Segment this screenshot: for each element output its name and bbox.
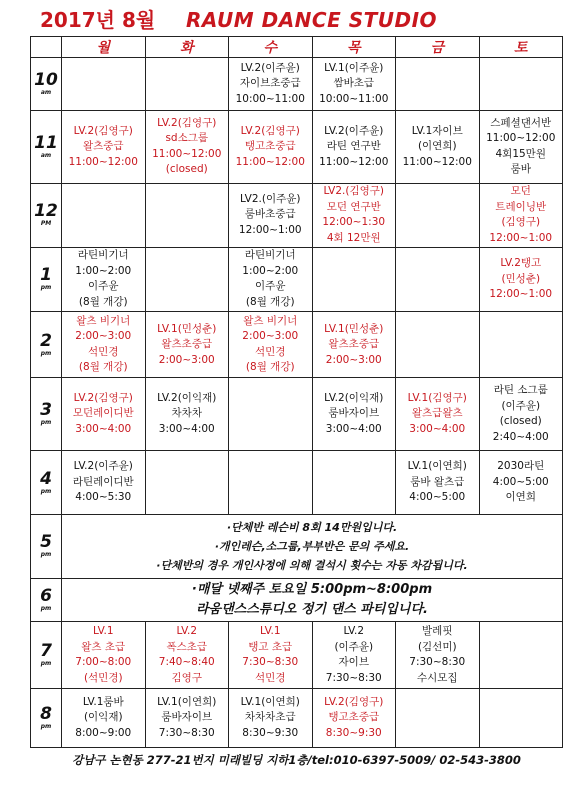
studio-address-footer: 강남구 논현동 277-21번지 미래빌딩 지하1층/tel:010-6397-5009/ 02-543-3800 <box>72 753 521 767</box>
class-line: 왈츠중급 <box>82 140 124 153</box>
class-line: 1:00~2:00 <box>75 264 132 277</box>
class-cell-fri <box>396 622 480 688</box>
class-cell-tue <box>145 312 229 378</box>
class-line: (김선미) <box>417 640 457 653</box>
time-hour: 2 <box>40 330 52 351</box>
time-row <box>31 183 563 247</box>
class-cell-fri <box>396 111 480 183</box>
time-period: pm <box>40 604 52 612</box>
class-cell-mon <box>62 312 146 378</box>
class-line: LV2.(이주윤) <box>239 192 301 205</box>
class-line: 7:40~8:40 <box>158 656 215 669</box>
class-line: sd소그룹 <box>165 132 209 145</box>
party-line: 라움댄스스튜디오 정기 댄스 파티입니다. <box>195 601 428 617</box>
class-line: 7:00~8:00 <box>75 656 132 669</box>
class-line: LV.2(김영구) <box>324 695 384 708</box>
class-line: 12:00~1:00 <box>489 288 553 301</box>
class-line: LV.2(김영구) <box>73 391 133 404</box>
class-line: LV.1(이주윤) <box>324 61 384 74</box>
class-line: 11:00~12:00 <box>235 155 305 168</box>
class-line: 탱고 초급 <box>248 640 293 653</box>
class-cell-mon <box>62 58 146 111</box>
class-line: LV.1(이연희) <box>240 695 300 708</box>
day-header-sat: 토 <box>479 37 563 58</box>
day-header-mon: 월 <box>62 37 146 58</box>
time-hour: 7 <box>40 641 52 662</box>
class-line: 11:00~12:00 <box>319 155 389 168</box>
class-line: (민성춘) <box>501 272 541 285</box>
class-line: 2:00~3:00 <box>158 353 215 366</box>
class-line: 룸바 <box>510 163 531 176</box>
class-cell-tue <box>145 688 229 747</box>
time-label-cell <box>31 58 62 111</box>
class-cell-sat <box>479 622 563 688</box>
time-label-cell <box>31 183 62 247</box>
class-line: (closed) <box>165 163 208 176</box>
class-line: 탱고초중급 <box>328 711 380 724</box>
time-row <box>31 688 563 747</box>
time-row <box>31 622 563 688</box>
class-cell-sat <box>479 378 563 450</box>
time-period: am <box>40 151 52 159</box>
class-cell-mon <box>62 378 146 450</box>
class-cell-tue <box>145 450 229 514</box>
class-line: 11:00~12:00 <box>152 147 222 160</box>
time-label-cell <box>31 111 62 183</box>
time-label-cell <box>31 312 62 378</box>
class-cell-mon <box>62 111 146 183</box>
class-cell-sat <box>479 688 563 747</box>
schedule-date: 2017년 8월 <box>40 8 156 32</box>
studio-title: RAUM DANCE STUDIO <box>186 8 438 32</box>
class-line: 석민경 <box>255 671 286 684</box>
class-line: 모던 연구반 <box>326 200 381 213</box>
notice-line: ·개인레슨,소그룹,부부반은 문의 주세요. <box>214 539 410 553</box>
class-line: LV.1(민성춘) <box>324 322 384 335</box>
class-line: 석민경 <box>88 345 119 358</box>
class-line: 왈츠 비기너 <box>76 314 131 327</box>
time-period: PM <box>40 220 52 228</box>
class-cell-thu <box>312 183 396 247</box>
class-line: 석민경 <box>255 345 286 358</box>
class-line: 3:00~4:00 <box>75 422 132 435</box>
notice-cell <box>62 515 563 578</box>
class-cell-wed <box>229 247 313 311</box>
class-line: 차차차초급 <box>244 711 296 724</box>
class-line: 8:30~9:30 <box>325 726 382 739</box>
class-line: 룸바초중급 <box>244 208 296 221</box>
class-line: 탱고초중급 <box>244 140 296 153</box>
time-label-cell <box>31 688 62 747</box>
class-line: 4:00~5:00 <box>409 491 466 504</box>
time-hour: 3 <box>40 400 52 421</box>
class-line: 4회15만원 <box>495 147 546 160</box>
class-cell-fri <box>396 312 480 378</box>
class-line: LV.1(이연희) <box>407 460 467 473</box>
day-header-thu: 목 <box>312 37 396 58</box>
class-cell-sat <box>479 183 563 247</box>
class-line: 7:30~8:30 <box>242 656 299 669</box>
time-period: pm <box>40 722 52 730</box>
class-line: 11:00~12:00 <box>68 155 138 168</box>
class-line: 7:30~8:30 <box>158 726 215 739</box>
class-cell-mon <box>62 688 146 747</box>
class-cell-tue <box>145 58 229 111</box>
class-line: (이주윤) <box>501 399 541 412</box>
class-cell-thu <box>312 247 396 311</box>
class-line: 왈츠급왈츠 <box>411 407 463 420</box>
time-hour: 10 <box>34 70 58 91</box>
class-line: LV.2(김영구) <box>157 116 217 129</box>
class-line: 12:00~1:00 <box>238 223 302 236</box>
class-line: (석민경) <box>83 671 123 684</box>
class-line: 이연희 <box>505 491 536 504</box>
party-cell <box>62 578 563 622</box>
class-line: 쌈바초급 <box>333 77 375 90</box>
class-line: (8월 개강) <box>78 295 128 308</box>
class-line: LV.2(이주윤) <box>73 460 133 473</box>
time-row <box>31 312 563 378</box>
class-line: LV.2(김영구) <box>73 124 133 137</box>
class-line: LV.2(이익재) <box>324 391 384 404</box>
class-line: 스페셜댄서반 <box>490 116 552 129</box>
time-hour: 12 <box>34 201 58 222</box>
class-cell-mon <box>62 247 146 311</box>
class-line: 8:00~9:00 <box>75 726 132 739</box>
class-line: 2030라틴 <box>497 460 545 473</box>
class-line: LV.1룸바 <box>82 695 124 708</box>
time-period: pm <box>40 487 52 495</box>
class-line: 수시모집 <box>416 671 458 684</box>
day-header-row <box>31 37 563 58</box>
class-cell-fri <box>396 247 480 311</box>
day-header-wed: 수 <box>229 37 313 58</box>
class-cell-fri <box>396 688 480 747</box>
class-line: LV.2 <box>343 625 365 638</box>
time-row <box>31 450 563 514</box>
class-line: LV.1(민성춘) <box>157 322 217 335</box>
class-line: 룸바 왈츠급 <box>410 475 465 488</box>
class-line: 자이브초중급 <box>239 77 301 90</box>
time-hour: 8 <box>40 703 52 724</box>
class-line: 라틴레이디반 <box>72 475 134 488</box>
class-line: 10:00~11:00 <box>319 92 389 105</box>
party-line: ·매달 넷째주 토요일 5:00pm~8:00pm <box>191 581 433 597</box>
class-line: 3:00~4:00 <box>409 422 466 435</box>
class-line: 차차차 <box>171 407 202 420</box>
class-line: 라틴비기너 <box>244 249 296 262</box>
time-row <box>31 58 563 111</box>
class-cell-tue <box>145 378 229 450</box>
schedule-table <box>30 36 563 748</box>
class-line: LV.2(이주윤) <box>240 61 300 74</box>
class-cell-tue <box>145 622 229 688</box>
time-label-cell <box>31 578 62 622</box>
class-cell-sat <box>479 312 563 378</box>
class-cell-sat <box>479 58 563 111</box>
class-line: 4:00~5:30 <box>75 491 132 504</box>
class-cell-wed <box>229 622 313 688</box>
class-line: LV.1(이연희) <box>157 695 217 708</box>
class-cell-thu <box>312 111 396 183</box>
class-cell-sat <box>479 247 563 311</box>
class-cell-mon <box>62 183 146 247</box>
time-label-cell <box>31 622 62 688</box>
class-line: 7:30~8:30 <box>325 671 382 684</box>
class-line: 1:00~2:00 <box>242 264 299 277</box>
class-line: 모던 <box>510 185 531 198</box>
class-line: 12:00~1:30 <box>322 216 386 229</box>
class-line: 룸바자이브 <box>328 407 380 420</box>
time-label-cell <box>31 450 62 514</box>
corner-cell <box>31 37 62 58</box>
class-line: 왈츠초중급 <box>328 338 380 351</box>
class-line: 폭스초급 <box>166 640 208 653</box>
class-line: 김영구 <box>171 671 202 684</box>
class-line: LV.1(김영구) <box>407 391 467 404</box>
class-line: 12:00~1:00 <box>489 231 553 244</box>
time-row <box>31 247 563 311</box>
class-line: LV.2(이주윤) <box>324 124 384 137</box>
class-line: 11:00~12:00 <box>402 155 472 168</box>
class-cell-wed <box>229 450 313 514</box>
class-cell-sat <box>479 111 563 183</box>
class-cell-thu <box>312 312 396 378</box>
class-line: (8월 개강) <box>78 361 128 374</box>
class-line: LV2.(김영구) <box>323 185 385 198</box>
time-row <box>31 515 563 578</box>
time-period: pm <box>40 660 52 668</box>
class-line: 2:40~4:00 <box>492 430 549 443</box>
time-hour: 4 <box>40 468 52 489</box>
class-line: 라틴비기너 <box>77 249 129 262</box>
class-line: 룸바자이브 <box>161 711 213 724</box>
class-line: 3:00~4:00 <box>158 422 215 435</box>
class-line: 라틴 소그룹 <box>493 384 548 397</box>
class-line: (이연희) <box>417 140 457 153</box>
class-line: 이주윤 <box>88 280 119 293</box>
class-line: 라틴 연구반 <box>326 140 381 153</box>
class-line: 왈츠 초급 <box>81 640 126 653</box>
time-row <box>31 378 563 450</box>
class-line: (김영구) <box>501 216 541 229</box>
time-period: pm <box>40 349 52 357</box>
class-line: 7:30~8:30 <box>409 656 466 669</box>
day-header-tue: 화 <box>145 37 229 58</box>
class-cell-fri <box>396 450 480 514</box>
class-line: (8월 개강) <box>245 361 295 374</box>
class-line: 4:00~5:00 <box>492 475 549 488</box>
class-cell-wed <box>229 183 313 247</box>
class-line: 자이브 <box>338 656 369 669</box>
class-line: 8:30~9:30 <box>242 726 299 739</box>
class-cell-thu <box>312 450 396 514</box>
time-hour: 11 <box>34 132 58 153</box>
time-hour: 5 <box>40 532 52 553</box>
class-line: LV.2 <box>176 625 198 638</box>
class-line: LV.2탱고 <box>500 257 542 270</box>
class-line: (이주윤) <box>334 640 374 653</box>
class-line: LV.1 <box>259 625 281 638</box>
class-cell-tue <box>145 183 229 247</box>
class-cell-sat <box>479 450 563 514</box>
class-line: 이주윤 <box>255 280 286 293</box>
class-cell-thu <box>312 622 396 688</box>
class-cell-wed <box>229 312 313 378</box>
class-line: 10:00~11:00 <box>235 92 305 105</box>
class-line: (이익재) <box>83 711 123 724</box>
class-line: 4회 12만원 <box>326 231 381 244</box>
time-period: pm <box>40 284 52 292</box>
class-line: 왈츠 비기너 <box>243 314 298 327</box>
class-cell-thu <box>312 58 396 111</box>
class-line: LV.1 <box>92 625 114 638</box>
class-line: LV.1자이브 <box>411 124 463 137</box>
time-period: pm <box>40 551 52 559</box>
class-cell-wed <box>229 111 313 183</box>
class-line: (8월 개강) <box>245 295 295 308</box>
class-line: 2:00~3:00 <box>325 353 382 366</box>
time-hour: 1 <box>40 265 52 286</box>
time-hour: 6 <box>40 585 52 606</box>
class-line: 트레이닝반 <box>495 200 547 213</box>
day-header-fri: 금 <box>396 37 480 58</box>
class-line: 11:00~12:00 <box>486 132 556 145</box>
class-line: LV.2(이익재) <box>157 391 217 404</box>
class-cell-thu <box>312 688 396 747</box>
class-line: 모던레이디반 <box>72 407 134 420</box>
time-label-cell <box>31 378 62 450</box>
class-line: 발레핏 <box>422 625 453 638</box>
time-label-cell <box>31 515 62 578</box>
time-period: pm <box>40 419 52 427</box>
class-cell-fri <box>396 183 480 247</box>
class-cell-tue <box>145 111 229 183</box>
class-cell-fri <box>396 58 480 111</box>
class-cell-thu <box>312 378 396 450</box>
class-cell-wed <box>229 688 313 747</box>
class-cell-wed <box>229 58 313 111</box>
class-cell-mon <box>62 622 146 688</box>
time-period: am <box>40 89 52 97</box>
class-line: 2:00~3:00 <box>242 330 299 343</box>
class-line: (closed) <box>499 415 542 428</box>
class-cell-fri <box>396 378 480 450</box>
time-row <box>31 578 563 622</box>
notice-line: ·단체반 레슨비 8회 14만원입니다. <box>226 520 398 534</box>
class-line: 2:00~3:00 <box>75 330 132 343</box>
class-line: 왈츠초중급 <box>161 338 213 351</box>
class-line: 3:00~4:00 <box>325 422 382 435</box>
class-cell-tue <box>145 247 229 311</box>
class-cell-wed <box>229 378 313 450</box>
time-row <box>31 111 563 183</box>
class-cell-mon <box>62 450 146 514</box>
class-line: LV.2(김영구) <box>240 124 300 137</box>
notice-line: ·단체반의 경우 개인사정에 의해 결석시 횟수는 자동 차감됩니다. <box>156 558 468 572</box>
time-label-cell <box>31 247 62 311</box>
